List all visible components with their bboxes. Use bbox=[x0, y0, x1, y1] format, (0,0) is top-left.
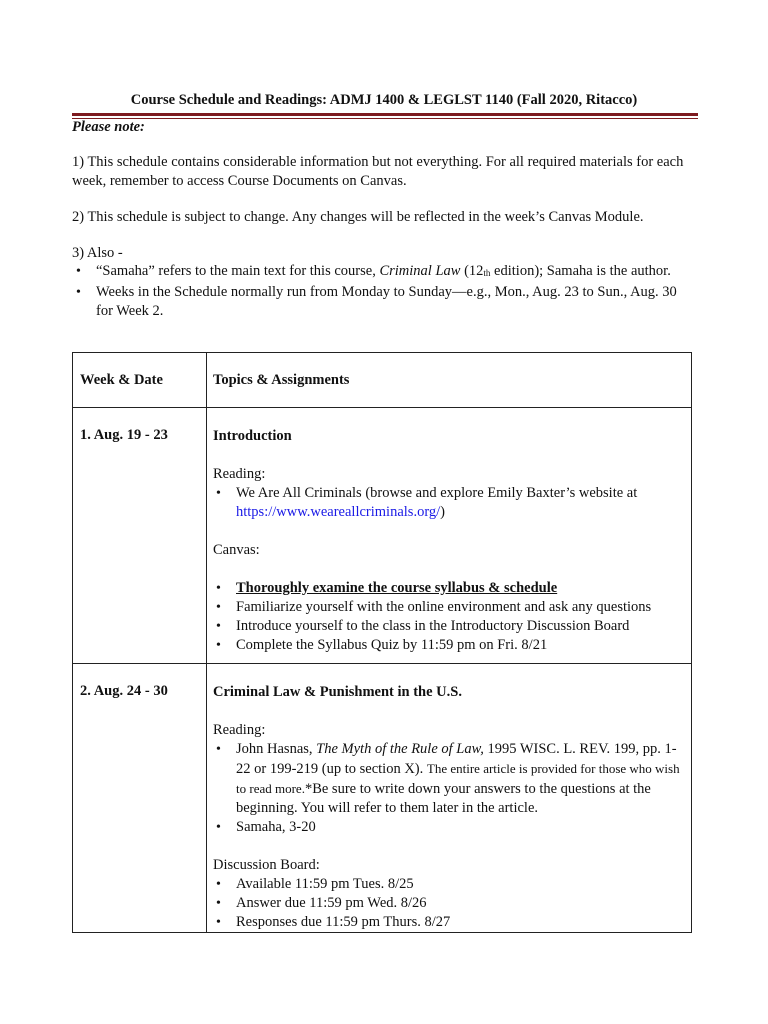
title-rule-thin bbox=[72, 118, 698, 119]
bullet-icon: • bbox=[216, 619, 221, 634]
canvas-label: Canvas: bbox=[213, 542, 260, 558]
list-item: • Samaha, 3-20 bbox=[216, 819, 316, 835]
bullet-icon: • bbox=[216, 638, 221, 653]
bullet-icon: • bbox=[216, 486, 221, 501]
list-item: • “Samaha” refers to the main text for this course, Criminal Law ($12_{th}$ edition); Samaha is the author. bbox=[76, 263, 671, 279]
bullet-icon: • bbox=[216, 820, 221, 835]
topic-cell bbox=[207, 408, 692, 664]
website-link[interactable]: https://www.weareallcriminals.org/ bbox=[236, 504, 441, 520]
table-row bbox=[73, 408, 692, 664]
discussion-list bbox=[213, 875, 683, 932]
list-item: • We Are All Criminals (browse and explore Emily Baxter’s website at https://www.weareallcriminals.org/) bbox=[216, 485, 638, 520]
week-cell: 2. Aug. 24 - 30 bbox=[73, 664, 207, 933]
bullet-icon: • bbox=[216, 742, 221, 757]
list-item: • Complete the Syllabus Quiz by 11:59 pm on Fri. 8/21 bbox=[216, 637, 548, 653]
canvas-list bbox=[213, 579, 683, 655]
reading-list bbox=[213, 740, 683, 837]
list-item: • Available 11:59 pm Tues. 8/25 bbox=[216, 876, 414, 892]
reading-list bbox=[213, 484, 683, 522]
bullet-icon: • bbox=[76, 285, 81, 300]
note-paragraph-3: 3) Also - bbox=[72, 245, 123, 261]
topic-title: Introduction bbox=[213, 428, 292, 444]
please-note-heading: Please note: bbox=[72, 119, 145, 135]
bullet-icon: • bbox=[76, 264, 81, 279]
note-paragraph-2: 2) This schedule is subject to change. Any changes will be reflected in the week’s Canvas Module. bbox=[72, 209, 644, 225]
list-item: • John Hasnas, The Myth of the Rule of Law, 1995 WISC. L. REV. 199, pp. 1-22 or 199-219 (up to section X). The entire article is provided for those who wish to read more.*Be sure to write down your answers to the questions at the beginning. You will refer to them later in the article. bbox=[216, 741, 680, 816]
bullet-icon: • bbox=[216, 600, 221, 615]
week-cell: 1. Aug. 19 - 23 bbox=[73, 408, 207, 664]
bullet-icon: • bbox=[216, 896, 221, 911]
bullet-icon: • bbox=[216, 915, 221, 930]
title-rule-thick bbox=[72, 113, 698, 116]
reading-label: Reading: bbox=[213, 722, 266, 738]
reading-label: Reading: bbox=[213, 466, 266, 482]
bullet-icon: • bbox=[216, 581, 221, 596]
table-row bbox=[73, 664, 692, 933]
list-item: • Answer due 11:59 pm Wed. 8/26 bbox=[216, 895, 427, 911]
list-item: • Familiarize yourself with the online environment and ask any questions bbox=[216, 599, 652, 615]
list-item: • Thoroughly examine the course syllabus & schedule bbox=[216, 580, 558, 596]
bullet-icon: • bbox=[216, 877, 221, 892]
note-paragraph-1: 1) This schedule contains considerable information but not everything. For all required materials for each week, remember to access Course Documents on Canvas. bbox=[72, 154, 684, 189]
topic-title: Criminal Law & Punishment in the U.S. bbox=[213, 684, 462, 700]
list-item: • Introduce yourself to the class in the Introductory Discussion Board bbox=[216, 618, 630, 634]
header-topics: Topics & Assignments bbox=[207, 353, 692, 408]
schedule-table bbox=[72, 352, 692, 933]
topic-cell bbox=[207, 664, 692, 933]
discussion-label: Discussion Board: bbox=[213, 857, 320, 873]
list-item: • Weeks in the Schedule normally run from Monday to Sunday—e.g., Mon., Aug. 23 to Sun., Aug. 30 for Week 2. bbox=[76, 284, 677, 319]
page-title: Course Schedule and Readings: ADMJ 1400 & LEGLST 1140 (Fall 2020, Ritacco) bbox=[130, 92, 638, 108]
table-header-row bbox=[73, 353, 692, 408]
note-bullet-list bbox=[76, 262, 685, 321]
header-week-date: Week & Date bbox=[73, 353, 207, 408]
list-item: • Responses due 11:59 pm Thurs. 8/27 bbox=[216, 914, 451, 930]
